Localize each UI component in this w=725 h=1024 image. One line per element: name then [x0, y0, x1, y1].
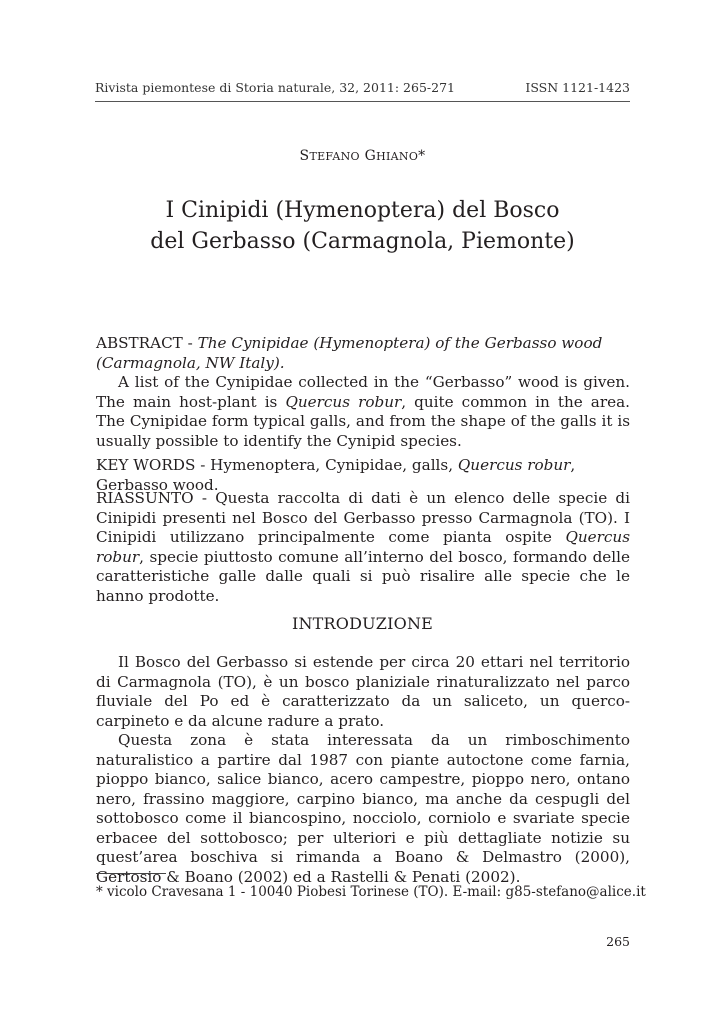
intro-paragraph-1: Il Bosco del Gerbasso si estende per circa 20 ettari nel territorio di Carmagnola (TO), è un bosco planiziale rinaturalizzato nel parco fluviale del Po ed è caratterizzato da un saliceto, un querco-carpineto e da alcune radure a prato.: [96, 653, 630, 730]
riassunto: RIASSUNTO - Questa raccolta di dati è un elenco delle specie di Cinipidi presenti nel Bosco del Gerbasso presso Carmagnola (TO). I Cinipidi utilizzano principalmente come pianta ospite Quercus robur, specie piuttosto comune all’interno del bosco, formando delle caratteristiche galle dalle quali si può risalire alle specie che le hanno prodotte.: [96, 489, 631, 605]
journal-citation: Rivista piemontese di Storia naturale, 32, 2011: 265-271: [95, 80, 455, 95]
page-number: 265: [606, 934, 630, 949]
author-name: STEFANO GHIANO*: [299, 148, 426, 164]
issn: ISSN 1121-1423: [525, 80, 630, 95]
section-heading-introduzione: INTRODUZIONE: [291, 614, 434, 633]
abstract-label: ABSTRACT -: [96, 334, 198, 352]
title-line-2: del Gerbasso (Carmagnola, Piemonte): [150, 229, 575, 254]
title-line-1: I Cinipidi (Hymenoptera) del Bosco: [165, 198, 560, 223]
abstract-title: The Cynipidae (Hymenoptera) of the Gerbasso wood (Carmagnola, NW Italy).: [96, 334, 603, 372]
intro-paragraph-2: Questa zona è stata interessata da un rimboschimento naturalistico a partire dal 1987 con piante autoctone come farnia, pioppo bianco, salice bianco, acero campestre, pioppo nero, ontano nero, frassino maggiore, carpino bianco, ma anche da cespugli del sottobosco come il biancospino, nocciolo, corniolo e svariate specie erbacee del sottobosco; per ulteriori e più dettagliate notizie su quest’area boschiva si rimanda a Boano & Delmastro (2000), Gertosio & Boano (2002) ed a Rastelli & Penati (2002).: [96, 731, 630, 886]
header-rule: [95, 101, 630, 102]
abstract-body: A list of the Cynipidae collected in the “Gerbasso” wood is given. The main host-plant is Quercus robur, quite common in the area. The Cynipidae form typical galls, and from the shape of the galls it is usually possible to identify the Cynipid species.: [96, 373, 630, 450]
paper-title: [0, 195, 725, 257]
abstract: [96, 334, 630, 451]
author-footnote: * vicolo Cravesana 1 - 10040 Piobesi Torinese (TO). E-mail: g85-stefano@alice.it: [96, 884, 646, 900]
footnote-rule: [96, 873, 166, 874]
keywords: KEY WORDS - Hymenoptera, Cynipidae, galls, Quercus robur, Gerbasso wood.: [96, 456, 576, 494]
introduzione-body: [96, 653, 630, 887]
